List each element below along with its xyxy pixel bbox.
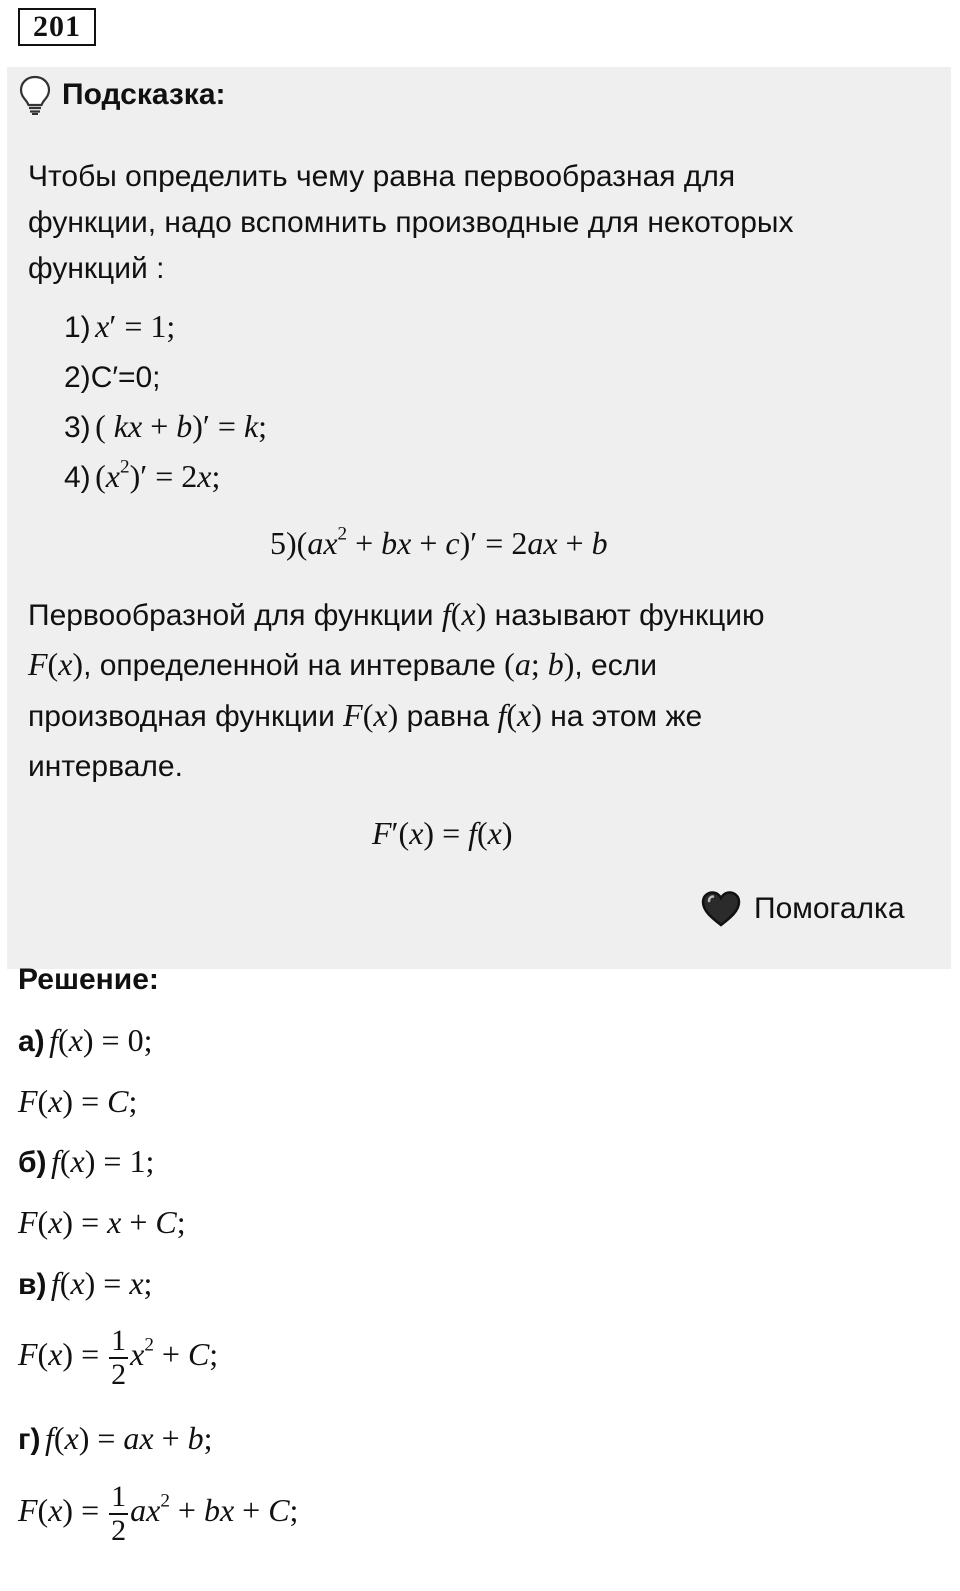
solution-given: б) f(x) = 1; [18,1143,155,1179]
heart-icon [700,890,742,928]
hint-intro-line: Чтобы определить чему равна первообразная для [28,160,736,193]
solution-answer: F(x) = C; [18,1083,138,1119]
hint-intro-line: функции, надо вспомнить производные для некоторых [28,206,794,239]
solution-given: а) f(x) = 0; [18,1022,153,1058]
problem-number: 201 [18,8,96,46]
solution-title: Решение: [18,963,159,996]
solution-answer: F(x) = x + C; [18,1204,186,1240]
solution-given: в) f(x) = x; [18,1265,153,1301]
solution-answer: F(x) = $\frac{1}{2}$ $ax^2$ + bx + C; [18,1480,299,1547]
definition-line: F(x), определенной на интервале (a; b), если [28,646,657,682]
derivative-item: 3) ( kx + b)′ = k; [64,408,268,444]
definition-line: Первообразной для функции f(x) называют функцию [28,596,765,632]
definition-line: производная функции F(x) равна f(x) на этом же [28,697,703,733]
derivative-item: 1) x′ = 1; [64,308,176,344]
derivative-item: 4) $(x^2)' = 2x$; [64,456,221,494]
hint-intro-line: функций : [28,252,165,285]
solution-given: г) f(x) = ax + b; [18,1420,213,1456]
antiderivative-formula: F′(x) = f(x) [372,815,513,851]
derivative-item: 2)C′=0; [64,361,161,394]
lightbulb-icon [18,75,52,115]
solution-answer: F(x) = $\frac{1}{2}$ $x^2 + C$; [18,1324,219,1391]
hint-title: Подсказка: [62,78,226,111]
derivative-item: $5)(ax^2$ + bx + c)′ = 2ax + b [270,523,608,561]
brand-label: Помогалка [754,892,905,925]
definition-line: интервале. [28,750,183,783]
